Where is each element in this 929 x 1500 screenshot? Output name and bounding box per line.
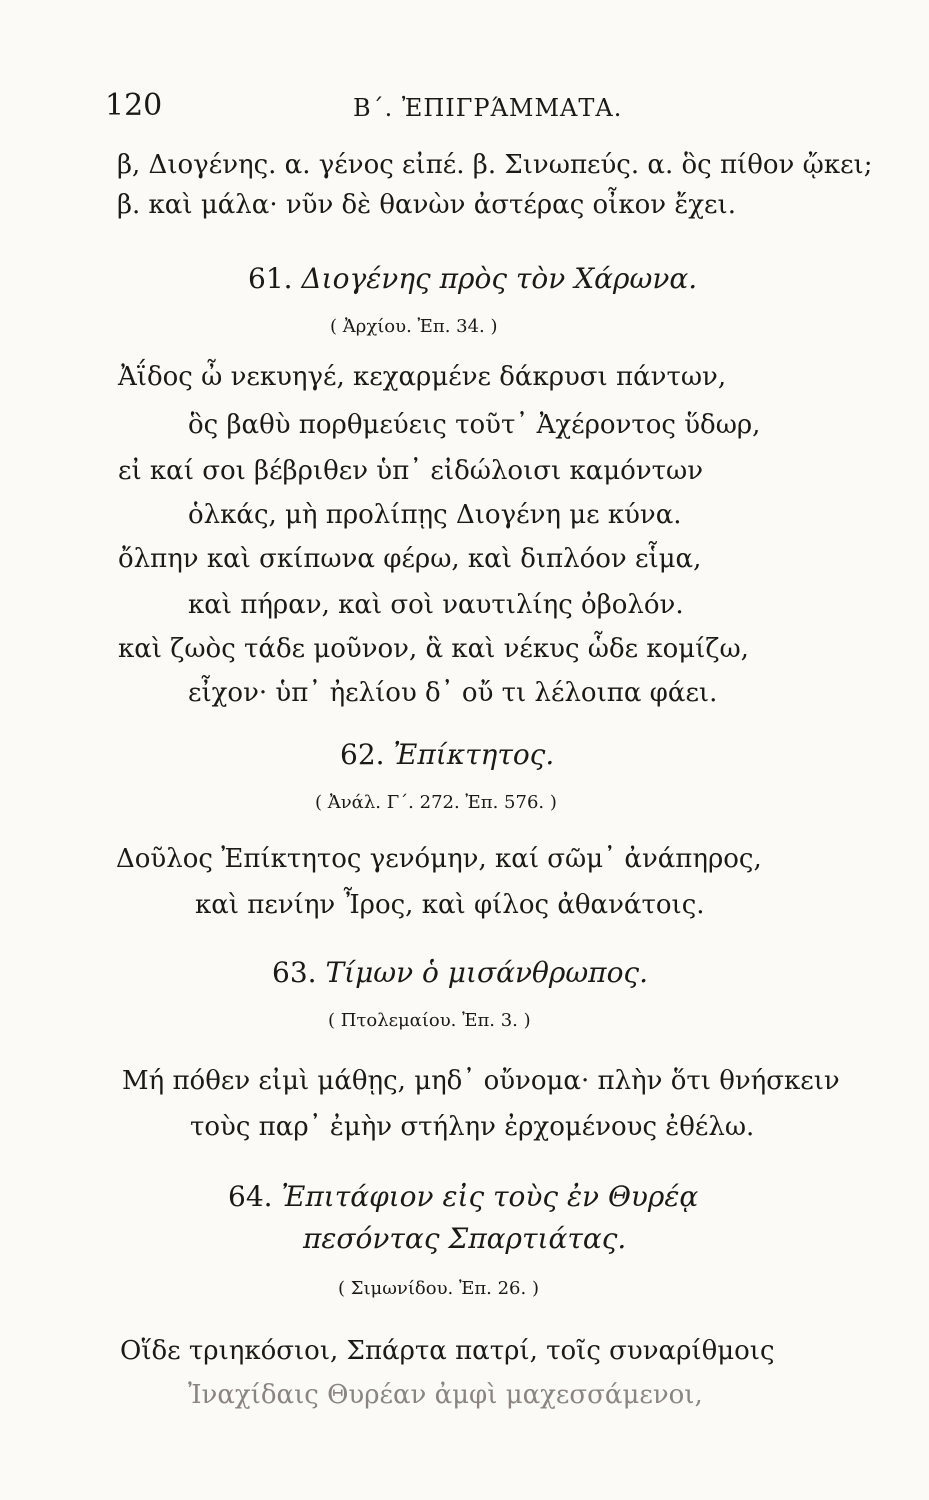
verse-line: Ἰναχίδαις Θυρέαν ἀμφὶ μαχεσσάμενοι, <box>188 1380 703 1410</box>
epigram-heading <box>272 956 648 989</box>
verse-line: εἶχον· ὑπ᾿ ἠελίου δ᾿ οὔ τι λέλοιπα φάει. <box>188 678 718 708</box>
verse-line: ὁλκάς, μὴ προλίπῃς Διογένη με κύνα. <box>188 500 682 530</box>
opening-line: β. καὶ μάλα· νῦν δὲ θανὼν ἀστέρας οἶκον ἔχει. <box>117 190 736 220</box>
epigram-heading <box>248 262 697 295</box>
opening-line: β, Διογένης. α. γένος εἰπέ. β. Σινωπεύς. α. ὃς πίθον ᾤκει; <box>117 150 873 180</box>
epigram-heading <box>340 738 554 771</box>
epigram-source: ( Ἀρχίου. Ἐπ. 34. ) <box>330 316 498 337</box>
epigram-number: 63. <box>272 956 317 989</box>
verse-line: καὶ πενίην Ἶρος, καὶ φίλος ἀθανάτοις. <box>195 890 705 920</box>
verse-line: Δοῦλος Ἐπίκτητος γενόμην, καί σῶμ᾿ ἀνάπηρος, <box>116 844 762 874</box>
verse-line: εἰ καί σοι βέβριθεν ὑπ᾿ εἰδώλοισι καμόντων <box>118 456 704 486</box>
epigram-source: ( Πτολεμαίου. Ἐπ. 3. ) <box>328 1010 531 1031</box>
verse-line: καὶ πήραν, καὶ σοὶ ναυτιλίης ὀβολόν. <box>188 590 684 620</box>
epigram-heading <box>228 1180 698 1213</box>
epigram-number: 62. <box>340 738 385 771</box>
verse-line: ὄλπην καὶ σκίπωνα φέρω, καὶ διπλόον εἷμα, <box>118 544 702 574</box>
running-head: Β΄. ἘΠΙΓΡΆΜΜΑΤΑ. <box>353 94 623 122</box>
epigram-number: 64. <box>228 1180 273 1213</box>
verse-line: ὃς βαθὺ πορθμεύεις τοῦτ᾿ Ἀχέροντος ὕδωρ, <box>188 410 761 440</box>
epigram-title-cont-text: πεσόντας Σπαρτιάτας. <box>303 1222 627 1255</box>
verse-line: τοὺς παρ᾿ ἐμὴν στήλην ἐρχομένους ἐθέλω. <box>190 1112 755 1142</box>
epigram-source: ( Ἀνάλ. Γ΄. 272. Ἐπ. 576. ) <box>315 792 557 813</box>
page-number: 120 <box>105 88 163 123</box>
epigram-title: Τίμων ὁ μισάνθρωπος. <box>325 956 649 989</box>
epigram-number: 61. <box>248 262 293 295</box>
verse-line: καὶ ζωὸς τάδε μοῦνον, ἃ καὶ νέκυς ὧδε κομίζω, <box>118 634 749 664</box>
epigram-source: ( Σιμωνίδου. Ἐπ. 26. ) <box>338 1278 539 1299</box>
epigram-title: Διογένης πρὸς τὸν Χάρωνα. <box>301 262 698 295</box>
epigram-title-continuation <box>303 1222 626 1255</box>
page-header <box>105 88 825 128</box>
verse-line: Οἵδε τριηκόσιοι, Σπάρτα πατρί, τοῖς συναρίθμοις <box>120 1336 775 1366</box>
verse-line: Ἀΐδος ὦ νεκυηγέ, κεχαρμένε δάκρυσι πάντων, <box>118 362 727 392</box>
epigram-title: Ἐπίκτητος. <box>393 738 555 771</box>
epigram-title: Ἐπιτάφιον εἰς τοὺς ἐν Θυρέᾳ <box>281 1180 699 1213</box>
verse-line: Μή πόθεν εἰμὶ μάθῃς, μηδ᾿ οὔνομα· πλὴν ὅτι θνήσκειν <box>122 1066 840 1096</box>
